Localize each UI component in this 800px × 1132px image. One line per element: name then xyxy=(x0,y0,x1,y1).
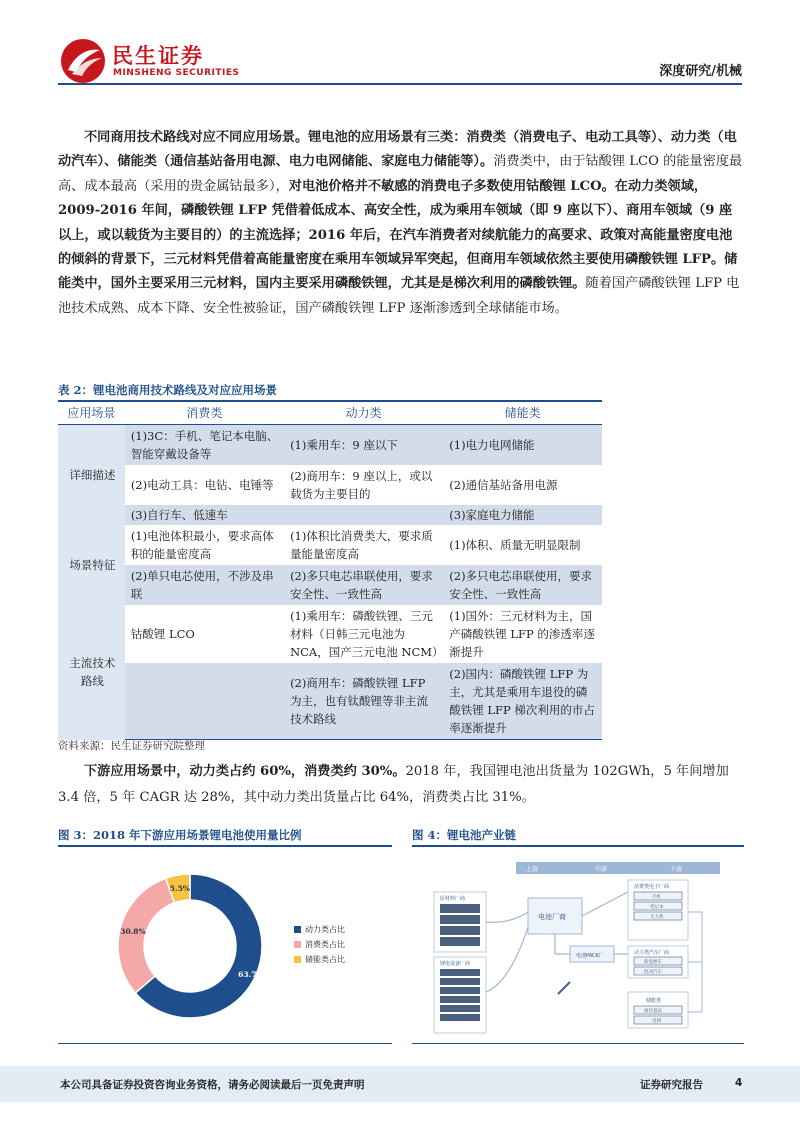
consumer-title: 消费类电子厂商 xyxy=(634,884,670,890)
table-header-cell: 动力类 xyxy=(284,401,443,425)
consumer-item-label: 手机 xyxy=(652,895,661,900)
table-caption: 表 2：锂电池商用技术路线及对应应用场景 xyxy=(58,383,278,397)
report-section-label: 深度研究/机械 xyxy=(659,64,742,79)
row-category-line-1: 主流技术 xyxy=(69,656,116,671)
arrow-icon xyxy=(558,982,570,994)
equipment-box xyxy=(440,996,480,1003)
ev-item-label: 新能源车 xyxy=(644,960,662,965)
legend-item xyxy=(294,937,345,952)
raw-material-box xyxy=(440,926,480,935)
table-row xyxy=(58,525,602,565)
figure-4-bottom-rule xyxy=(412,1043,744,1044)
footer-disclaimer: 本公司具备证券投资咨询业务资格，请务必阅读最后一页免责声明 xyxy=(60,1079,365,1091)
table-cell: (3)家庭电力储能 xyxy=(443,505,602,525)
figure-3-caption: 图 3：2018 年下游应用场景锂电池使用量比例 xyxy=(58,828,302,842)
body-paragraph-1 xyxy=(58,126,744,321)
ev-title: 动力类汽车厂商 xyxy=(634,950,670,956)
table-cell: (1)乘用车：9 座以下 xyxy=(284,425,443,466)
table-cell: (3)自行车、低速车 xyxy=(125,505,284,525)
legend-label: 动力类占比 xyxy=(305,925,345,934)
connector-line xyxy=(486,912,528,922)
table-row xyxy=(58,565,602,605)
table-header-cell: 储能类 xyxy=(443,401,602,425)
page-number: 4 xyxy=(735,1077,743,1089)
stage-up-label: 上游 xyxy=(526,866,539,873)
ev-item-label: 混动汽车 xyxy=(644,970,662,975)
table-cell: (2)商用车：磷酸铁锂 LFP 为主，也有钛酸锂等非主流技术路线 xyxy=(284,663,443,740)
table-cell: (1)国外：三元材料为主，国产磷酸铁锂 LFP 的渗透率逐渐提升 xyxy=(449,609,595,659)
raw-material-title: 原材料厂商 xyxy=(440,896,466,902)
table-cell: (1)3C：手机、笔记本电脑、智能穿戴设备等 xyxy=(125,425,284,466)
battery-maker-label: 电池厂商 xyxy=(538,913,566,921)
table-cell: (2)电动工具：电钻、电锤等 xyxy=(130,478,274,492)
table-source: 资料来源：民生证券研究院整理 xyxy=(58,740,205,752)
legend-label: 消费类占比 xyxy=(305,940,345,949)
minsheng-logo-icon xyxy=(58,36,108,86)
table-cell: (1)电池体积最小，要求高体积的能量密度高 xyxy=(130,529,274,561)
equipment-box xyxy=(440,969,480,976)
table-row xyxy=(58,605,602,663)
footer-report-type: 证券研究报告 xyxy=(640,1079,703,1091)
table-cell: (1)电力电网储能 xyxy=(443,425,602,466)
industry-chain-diagram xyxy=(430,862,720,1037)
stage-mid-label: 中游 xyxy=(595,866,608,873)
table-cell xyxy=(284,505,443,525)
stage-down-label: 下游 xyxy=(670,866,683,873)
equipment-title: 锂电设备厂商 xyxy=(440,961,471,967)
legend-item xyxy=(294,922,345,937)
table-row xyxy=(58,663,602,740)
table-header-row xyxy=(58,401,602,425)
table-cell: (1)体积、质量无明显限制 xyxy=(449,538,581,552)
legend-swatch-2 xyxy=(294,956,301,963)
para1-bold-2: 对电池价格并不敏感的消费电子多数使用钴酸锂 LCO。在动力类领域，2009-2016 年间，磷酸铁锂 LFP 凭借着低成本、高安全性，成为乘用车领域（即 9 座以下）、商用车领域（9 座以上，或以载货为主要目的）的主流选择；2016 年后，在汽车消费者对续航能力的高要求、政策对高能量密度电池的倾斜的背景下，三元材料凭借着高能量密度在乘用车领域异军突起，但商用车领域依然主要使用磷酸铁锂 LFP。储能类中，国外主要采用三元材料，国内主要采用磷酸铁锂，尤其是是梯次利用的磷酸铁锂。 xyxy=(58,178,738,292)
table-row xyxy=(58,425,602,466)
row-category xyxy=(58,605,125,740)
table-cell: (2)单只电芯使用，不涉及串联 xyxy=(125,565,284,605)
application-table xyxy=(58,400,602,740)
table-cell: (1)乘用车：磷酸铁锂、三元材料（日韩三元电池为 NCA，国产三元电池 NCM） xyxy=(290,609,444,659)
table-cell: 钴酸锂 LCO xyxy=(130,627,195,641)
slice-label-1: 30.8% xyxy=(120,926,146,936)
stage-bar xyxy=(516,862,720,874)
table-cell: (1)体积比消费类大，要求质量能量密度高 xyxy=(290,529,433,561)
raw-material-box xyxy=(440,904,480,913)
row-category-line-2: 路线 xyxy=(80,674,104,689)
figure-4-top-rule xyxy=(412,845,744,847)
legend-label: 储能类占比 xyxy=(305,955,345,964)
table-row xyxy=(58,465,602,505)
para1-bold-1: 不同商用技术路线对应不同应用场景。锂电池的应用场景有三类：消费类（消费电子、电动工具等）、动力类（电动汽车）、储能类（通信基站备用电源、电力电网储能、家庭电力储能等）。 xyxy=(58,130,737,170)
table-cell: (2)国内：磷酸铁锂 LFP 为主，尤其是乘用车退役的磷酸铁锂 LFP 梯次利用的市占率逐渐提升 xyxy=(443,663,602,740)
connector-line xyxy=(555,934,570,954)
donut-chart xyxy=(100,856,280,1036)
table-cell xyxy=(125,663,284,740)
table-cell: (2)多只电芯串联使用，要求安全性、一致性高 xyxy=(443,565,602,605)
row-category: 场景特征 xyxy=(58,525,125,605)
chart-legend xyxy=(294,922,345,967)
raw-material-box xyxy=(440,915,480,924)
legend-swatch-0 xyxy=(294,926,301,933)
brand-name-cn: 民生证券 xyxy=(112,44,204,68)
table-row xyxy=(58,505,602,525)
storage-title: 储能类 xyxy=(646,998,662,1004)
consumer-item-label: 无人机 xyxy=(650,915,664,920)
pack-label: 电池PACK厂 xyxy=(576,953,604,959)
raw-material-box xyxy=(440,937,480,946)
equipment-box xyxy=(440,978,480,985)
slice-label-0: 63.7% xyxy=(238,969,264,979)
equipment-box xyxy=(440,1005,480,1012)
table-cell: (2)通信基站备用电源 xyxy=(449,478,558,492)
connector-line xyxy=(582,892,628,916)
bracket-line xyxy=(688,912,702,1012)
para2-normal: 2018 年，我国锂电池出货量为 102GWh，5 年间增加 3.4 倍，5 年 CAGR 达 28%，其中动力类出货量占比 64%，消费类占比 31%。 xyxy=(58,764,729,805)
equipment-box xyxy=(440,987,480,994)
body-paragraph-2 xyxy=(58,759,744,811)
header-divider xyxy=(58,83,742,85)
storage-item-label: 电网 xyxy=(652,1019,661,1024)
table-header-cell: 消费类 xyxy=(125,401,284,425)
para1-normal-2: 随着国产磷酸铁锂 LFP 电池技术成熟、成本下降、安全性被验证，国产磷酸铁锂 LFP 逐渐渗透到全球储能市场。 xyxy=(58,276,740,316)
figure-3-bottom-rule xyxy=(58,1043,392,1044)
para2-bold: 下游应用场景中，动力类占约 60%，消费类约 30%。 xyxy=(84,764,406,779)
table-header-cell: 应用场景 xyxy=(58,401,125,425)
figure-4-caption: 图 4：锂电池产业链 xyxy=(412,828,517,842)
table-cell: (2)商用车：9 座以上，或以载货为主要目的 xyxy=(290,469,433,501)
brand-name-en: MINSHENG SECURITIES xyxy=(113,68,240,78)
equipment-group xyxy=(434,957,486,1033)
table-cell: (2)多只电芯串联使用，要求安全性、一致性高 xyxy=(284,565,443,605)
slice-label-2: 5.5% xyxy=(169,883,190,893)
consumer-item-label: 笔记本 xyxy=(650,905,664,910)
figure-3-top-rule xyxy=(58,845,392,847)
legend-swatch-1 xyxy=(294,941,301,948)
storage-item-label: 通信基站 xyxy=(644,1009,662,1014)
connector-line xyxy=(486,927,528,992)
legend-item xyxy=(294,952,345,967)
row-category: 详细描述 xyxy=(58,425,125,526)
para1-normal-1: 消费类中，由于钴酸锂 LCO 的能量密度最高、成本最高（采用的贵金属钴最多）， xyxy=(58,154,743,194)
equipment-box xyxy=(440,1014,480,1021)
